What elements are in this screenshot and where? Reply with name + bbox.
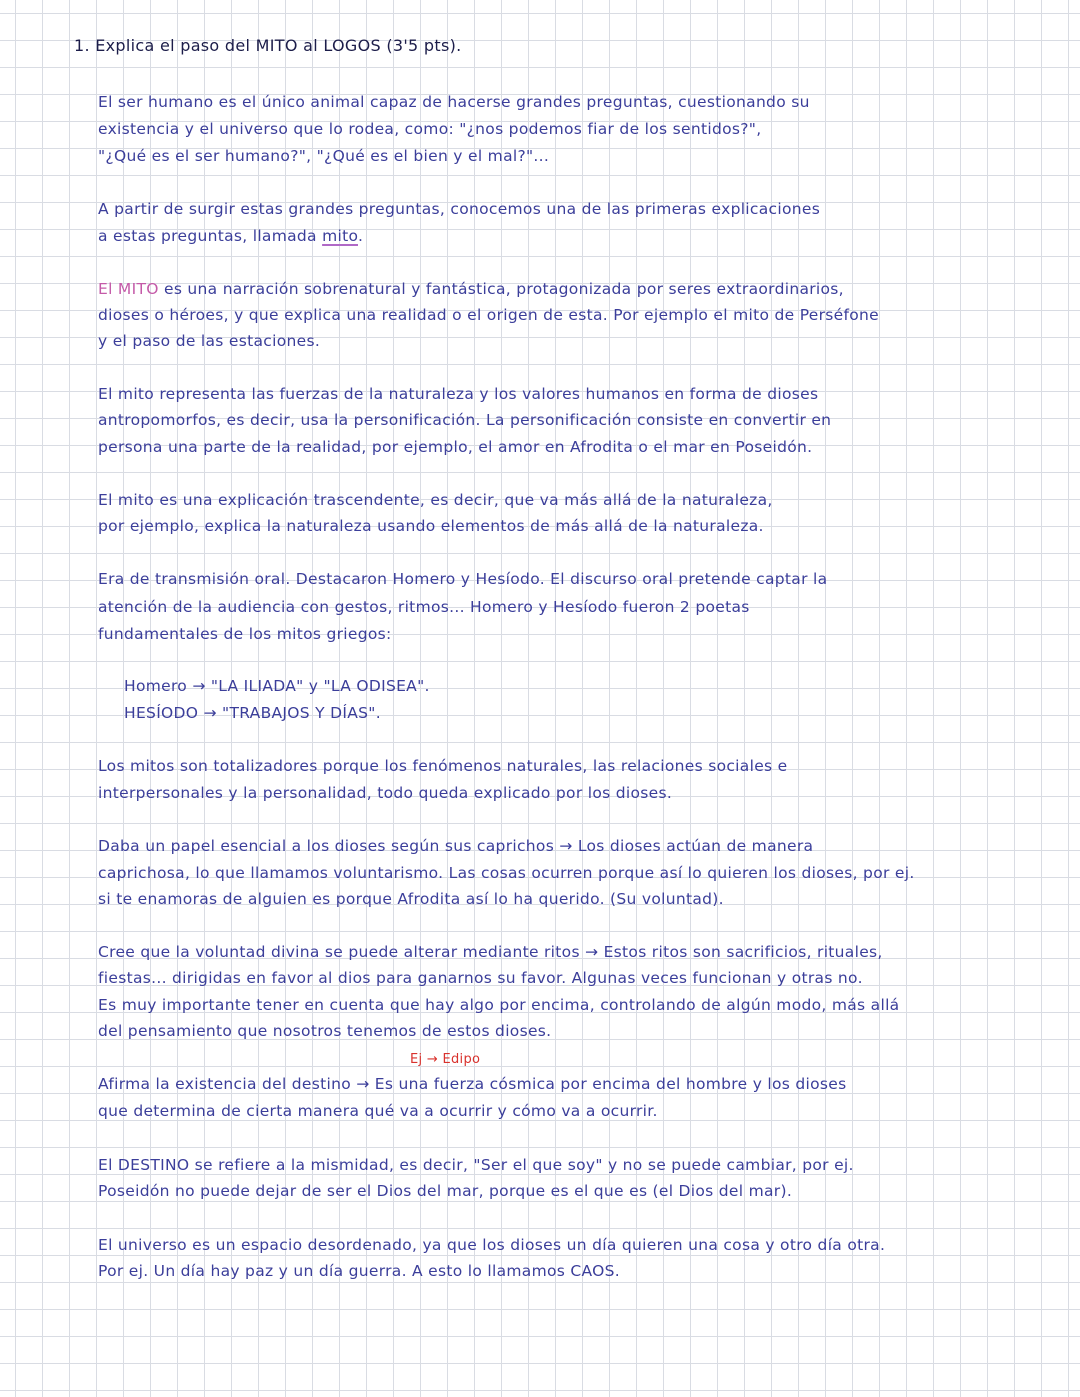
p9-line-4: del pensamiento que nosotros tenemos de estos dioses. [98, 1022, 552, 1040]
p3-line-1 [98, 279, 844, 299]
p1-line-2: existencia y el universo que lo rodea, como: "¿nos podemos fiar de los sentidos?", [98, 120, 762, 138]
p3-line-2: dioses o héroes, y que explica una realidad o el origen de esta. Por ejemplo el mito de Perséfone [98, 306, 880, 324]
p6-line-1: Era de transmisión oral. Destacaron Homero y Hesíodo. El discurso oral pretende captar la [98, 570, 828, 588]
mito-label: El MITO [98, 280, 159, 298]
p10-line-1: Afirma la existencia del destino → Es una fuerza cósmica por encima del hombre y los dioses [98, 1075, 847, 1093]
p9-line-2: fiestas... dirigidas en favor al dios para ganarnos su favor. Algunas veces funcionan y otras no. [98, 969, 863, 987]
p3-line-3: y el paso de las estaciones. [98, 332, 321, 350]
p1-line-1: El ser humano es el único animal capaz de hacerse grandes preguntas, cuestionando su [98, 93, 810, 111]
p8-line-1: Daba un papel esencial a los dioses según sus caprichos → Los dioses actúan de manera [98, 837, 814, 855]
p8-line-2: caprichosa, lo que llamamos voluntarismo. Las cosas ocurren porque así lo quieren los dioses, por ej. [98, 864, 915, 882]
p4-line-2: antropomorfos, es decir, usa la personificación. La personificación consiste en convertir en [98, 411, 832, 429]
p7-line-2: interpersonales y la personalidad, todo queda explicado por los dioses. [98, 784, 673, 802]
mito-underlined: mito [322, 227, 358, 245]
question-title: 1. Explica el paso del MITO al LOGOS (3'5 pts). [74, 36, 462, 55]
p3-line-1-rest: es una narración sobrenatural y fantástica, protagonizada por seres extraordinarios, [158, 280, 844, 298]
p8-line-3: si te enamoras de alguien es porque Afrodita así lo ha querido. (Su voluntad). [98, 890, 724, 908]
list-item-hesiodo: HESÍODO → "TRABAJOS Y DÍAS". [124, 704, 381, 722]
p10-line-2: que determina de cierta manera qué va a ocurrir y cómo va a ocurrir. [98, 1102, 658, 1120]
p7-line-1: Los mitos son totalizadores porque los fenómenos naturales, las relaciones sociales e [98, 757, 788, 775]
p2-line-2-pre: a estas preguntas, llamada [98, 227, 323, 245]
p2-line-2 [98, 226, 363, 246]
p11-line-1: El DESTINO se refiere a la mismidad, es decir, "Ser el que soy" y no se puede cambiar, por ej. [98, 1156, 854, 1174]
p6-line-3: fundamentales de los mitos griegos: [98, 625, 392, 643]
p5-line-2: por ejemplo, explica la naturaleza usando elementos de más allá de la naturaleza. [98, 517, 764, 535]
edipo-note: Ej → Edipo [410, 1052, 481, 1067]
p6-line-2: atención de la audiencia con gestos, ritmos... Homero y Hesíodo fueron 2 poetas [98, 598, 750, 616]
p4-line-3: persona una parte de la realidad, por ejemplo, el amor en Afrodita o el mar en Poseidón. [98, 438, 813, 456]
p9-line-3: Es muy importante tener en cuenta que hay algo por encima, controlando de algún modo, más allá [98, 996, 900, 1014]
p4-line-1: El mito representa las fuerzas de la naturaleza y los valores humanos en forma de dioses [98, 385, 819, 403]
p12-line-2: Por ej. Un día hay paz y un día guerra. A esto lo llamamos CAOS. [98, 1262, 620, 1280]
p11-line-2: Poseidón no puede dejar de ser el Dios del mar, porque es el que es (el Dios del mar). [98, 1182, 793, 1200]
p2-line-1: A partir de surgir estas grandes preguntas, conocemos una de las primeras explicaciones [98, 200, 821, 218]
p12-line-1: El universo es un espacio desordenado, ya que los dioses un día quieren una cosa y otro día otra. [98, 1236, 886, 1254]
p5-line-1: El mito es una explicación trascendente, es decir, que va más allá de la naturaleza, [98, 491, 773, 509]
p2-line-2-post: . [358, 227, 364, 245]
p9-line-1: Cree que la voluntad divina se puede alterar mediante ritos → Estos ritos son sacrificios, rituales, [98, 943, 883, 961]
list-item-homero: Homero → "LA ILIADA" y "LA ODISEA". [124, 677, 430, 695]
p1-line-3: "¿Qué es el ser humano?", "¿Qué es el bien y el mal?"... [98, 147, 550, 165]
